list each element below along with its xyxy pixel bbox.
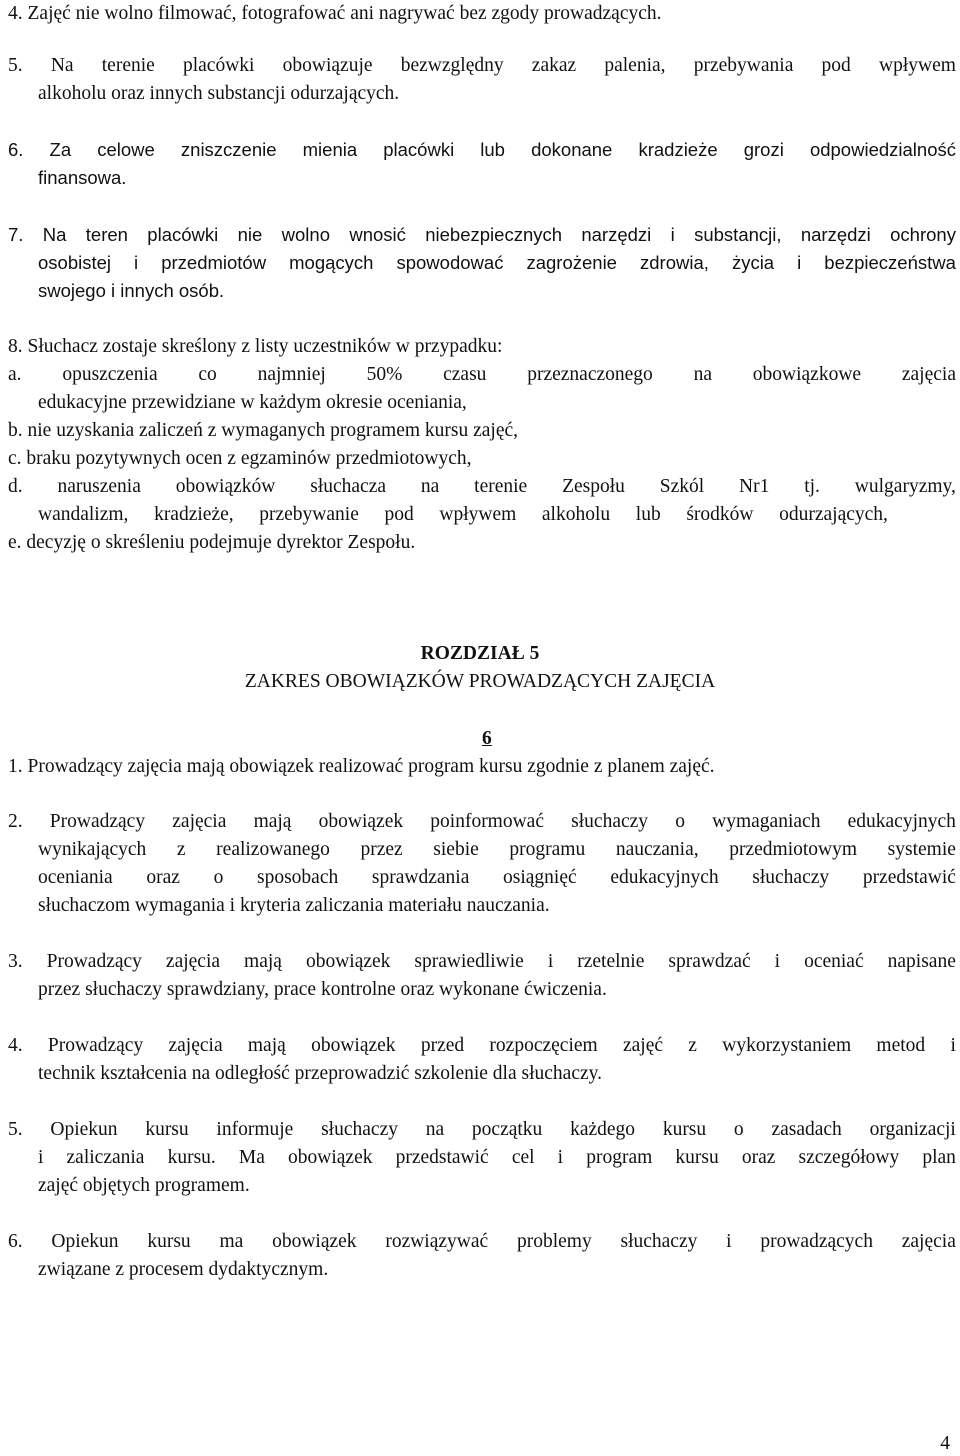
duty-2-line-4: słuchaczom wymagania i kryteria zaliczania materiału nauczania. [38,895,550,916]
word: Na [50,55,74,76]
duty-2-line-3 [38,866,956,890]
word: życia [731,252,775,273]
word: o [733,1119,744,1140]
word: pod [821,55,851,76]
word: zasadach [771,1119,842,1140]
word: obowiązek [288,1147,373,1168]
duty-4-line-1 [8,1034,956,1058]
word: wykorzystaniem [722,1035,852,1056]
word: Prowadzący [47,1035,144,1056]
word: sposobach [257,867,339,888]
word: 2. [8,811,23,832]
word: rozpoczęciem [489,1035,598,1056]
word: zagrożenie [526,252,617,273]
word: 6. [8,1231,23,1252]
word: grozi [743,139,784,160]
rule-8-intro: 8. Słuchacz zostaje skreślony z listy uczestników w przypadku: [8,336,503,357]
word: Prowadzący [46,951,142,972]
word: zajęć [622,1035,664,1056]
word: nauczania, [615,839,699,860]
word: lub [635,504,661,525]
word: spowodować [396,252,504,273]
word: terenie [474,476,528,497]
word: osobistej [38,252,112,273]
word: mają [253,811,292,832]
page-number: 4 [940,1433,950,1454]
word: programu [509,839,586,860]
chapter-number: ROZDZIAŁ 5 [420,643,540,664]
word: obowiązek [272,1231,357,1252]
word: Ma [238,1147,265,1168]
word: i [726,1231,732,1252]
section-sign: 6 [482,728,492,749]
word: i [797,252,802,273]
word: i [134,252,139,273]
word: obowiązek [311,1035,396,1056]
rule-8d-line-1 [8,475,956,499]
word: wulgaryzmy, [854,476,956,497]
word: 6. [8,139,24,160]
duty-5-line-1 [8,1118,956,1142]
word: przedstawić [395,1147,489,1168]
word: szczegółowy [798,1147,900,1168]
word: sprawdzania [371,867,470,888]
word: z [688,1035,697,1056]
word: palenia, [604,55,666,76]
word: a. [8,364,22,385]
word: kradzieże, [154,504,234,525]
word: wpływem [878,55,956,76]
word: sprawdzać [668,951,751,972]
word: kursu [145,1119,189,1140]
word: organizacji [869,1119,956,1140]
word: ochrony [890,224,956,245]
word: poinformować [430,811,544,832]
word: środków [686,504,754,525]
word: Za [49,139,72,160]
word: czasu [443,364,487,385]
duty-3-line-1 [8,950,956,974]
duty-3-line-2: przez słuchaczy sprawdziany, prace kontrolne oraz wykonane ćwiczenia. [38,979,607,1000]
word: zajęcia [165,951,221,972]
word: rzetelnie [577,951,645,972]
word: napisane [887,951,956,972]
word: wnosić [349,224,406,245]
word: ma [219,1231,244,1252]
word: i [670,224,675,245]
word: kursu [147,1231,191,1252]
word: co [198,364,217,385]
word: tj. [804,476,820,497]
word: naruszenia [57,476,141,497]
word: edukacyjnych [610,867,719,888]
word: początku [471,1119,543,1140]
word: lub [480,139,505,160]
word: zajęcia [172,811,227,832]
word: i [950,1035,956,1056]
duty-2-line-1 [8,810,956,834]
word: zniszczenie [180,139,277,160]
word: edukacyjnych [847,811,956,832]
word: przedstawić [862,867,956,888]
word: alkoholu [541,504,611,525]
word: zdrowia, [640,252,709,273]
word: oraz [741,1147,776,1168]
word: placówki [383,139,455,160]
word: i [557,1147,564,1168]
word: mogących [289,252,374,273]
word: mają [244,951,282,972]
word: słuchacza [310,476,387,497]
word: mają [247,1035,286,1056]
word: informuje [216,1119,294,1140]
word: odurzających, [779,504,888,525]
duty-5-line-3: zajęć objętych programem. [38,1175,250,1196]
word: narzędzi [581,224,652,245]
word: wynikających [38,839,147,860]
word: Prowadzący [49,811,146,832]
rule-4: 4. Zajęć nie wolno filmować, fotografować ani nagrywać bez zgody prowadzących. [8,3,662,24]
word: cel [511,1147,535,1168]
word: słuchaczy [571,811,649,832]
word: zakaz [531,55,577,76]
word: celowe [97,139,155,160]
word: osiągnięć [503,867,577,888]
word: Nr1 [739,476,770,497]
rule-5-line-2: alkoholu oraz innych substancji odurzających. [38,83,400,104]
word: i [547,951,554,972]
word: Opiekun [50,1119,118,1140]
word: 5. [8,1119,23,1140]
word: słuchaczy [752,867,830,888]
word: przebywanie [259,504,359,525]
word: i [774,951,781,972]
word: o [213,867,224,888]
word: nie [237,224,263,245]
word: zajęcia [168,1035,223,1056]
word: d. [8,476,23,497]
word: odpowiedzialność [809,139,956,160]
word: prowadzących [760,1231,873,1252]
word: zajęcia [901,1231,956,1252]
rule-8a-line-1 [8,363,956,387]
duty-6-line-2: związane z procesem dydaktycznym. [38,1259,329,1280]
word: plan [922,1147,956,1168]
word: 5. [8,55,23,76]
word: o [675,811,685,832]
word: opuszczenia [62,364,158,385]
word: sprawiedliwie [414,951,524,972]
duty-5-line-2 [38,1146,956,1170]
word: bezpieczeństwa [824,252,956,273]
rule-7-line-3: swojego i innych osób. [38,280,225,301]
word: kursu [675,1147,719,1168]
duty-6-line-1 [8,1230,956,1254]
word: zajęcia [901,364,956,385]
word: niebezpiecznych [425,224,563,245]
word: 7. [8,224,24,245]
word: obowiązek [305,951,391,972]
word: przedmiotów [161,252,267,273]
word: kradzieże [638,139,718,160]
word: bezwzględny [400,55,504,76]
word: wolno [281,224,330,245]
word: pod [384,504,414,525]
word: mienia [302,139,358,160]
word: realizowanego [216,839,330,860]
word: Szkól [659,476,705,497]
word: kursu. [167,1147,216,1168]
word: na [425,1119,445,1140]
word: teren [85,224,128,245]
word: na [420,476,440,497]
word: na [693,364,712,385]
word: placówki [182,55,255,76]
word: program [586,1147,653,1168]
duty-1: 1. Prowadzący zajęcia mają obowiązek realizować program kursu zgodnie z planem zajęć. [8,756,715,777]
word: najmniej [257,364,326,385]
word: terenie [101,55,155,76]
rule-8e: e. decyzję o skreśleniu podejmuje dyrektor Zespołu. [8,532,416,553]
rule-6-line-1 [8,138,956,162]
rule-7-line-2 [38,251,956,275]
word: oceniać [804,951,864,972]
word: przeznaczonego [527,364,653,385]
word: przedmiotowym [729,839,858,860]
word: przez [360,839,403,860]
duty-2-line-2 [38,838,956,862]
word: przebywania [693,55,794,76]
word: zaliczania [66,1147,145,1168]
word: wymaganiach [712,811,821,832]
rule-6-line-2: finansowa. [38,167,127,188]
word: obowiązuje [282,55,373,76]
rule-8d-line-2 [38,503,888,527]
word: słuchaczy [321,1119,398,1140]
word: 50% [366,364,403,385]
word: wandalizm, [38,504,129,525]
word: oceniania [38,867,113,888]
word: wpływem [439,504,517,525]
rule-8b: b. nie uzyskania zaliczeń z wymaganych programem kursu zajęć, [8,420,519,441]
rule-8a-line-2: edukacyjne przewidziane w każdym okresie oceniania, [38,392,467,413]
word: kursu [662,1119,707,1140]
word: narzędzi [800,224,871,245]
word: przed [420,1035,465,1056]
word: dokonane [531,139,613,160]
rule-8c: c. braku pozytywnych ocen z egzaminów przedmiotowych, [8,448,472,469]
word: placówki [147,224,219,245]
duty-4-line-2: technik kształcenia na odległość przeprowadzić szkolenie dla słuchaczy. [38,1063,602,1084]
word: 3. [8,951,23,972]
word: i [38,1147,44,1168]
word: Na [42,224,67,245]
word: słuchaczy [620,1231,698,1252]
word: obowiązków [175,476,276,497]
word: obowiązek [318,811,404,832]
word: Opiekun [51,1231,119,1252]
word: rozwiązywać [385,1231,489,1252]
word: systemie [887,839,956,860]
rule-7-line-1 [8,223,956,247]
word: Zespołu [562,476,625,497]
word: substancji, [694,224,782,245]
word: siebie [433,839,479,860]
word: problemy [516,1231,592,1252]
word: 4. [8,1035,23,1056]
word: obowiązkowe [752,364,862,385]
chapter-title: ZAKRES OBOWIĄZKÓW PROWADZĄCYCH ZAJĘCIA [244,671,716,692]
word: oraz [146,867,180,888]
word: każdego [570,1119,636,1140]
word: metod [876,1035,926,1056]
rule-5-line-1 [8,54,956,78]
word: z [176,839,186,860]
